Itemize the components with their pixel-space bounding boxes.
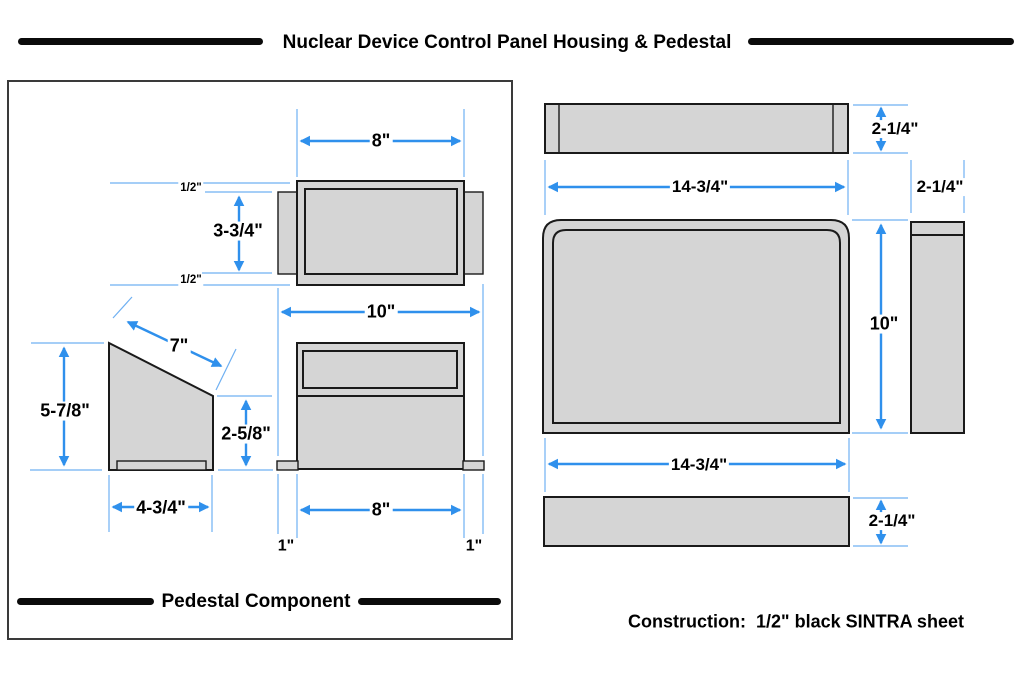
page-title: Nuclear Device Control Panel Housing & Pedestal	[282, 32, 732, 54]
caption-right-bar	[358, 598, 501, 605]
dim-label-housing-side-width: 2-1/4"	[916, 177, 964, 197]
dim-label-top-view-width: 8"	[371, 130, 391, 151]
dim-label-flange-bottom-offset: 1/2"	[180, 273, 202, 286]
dim-label-side-back-height: 5-7/8"	[40, 400, 90, 421]
dim-label-front-foot-right: 1"	[465, 537, 483, 555]
dim-label-housing-bottom-width: 14-3/4"	[670, 455, 728, 475]
dim-label-housing-top-width: 14-3/4"	[671, 177, 729, 197]
dim-label-housing-top-height: 2-1/4"	[871, 119, 919, 139]
dim-label-housing-face-height: 10"	[869, 313, 899, 334]
dim-label-front-body-width: 8"	[371, 499, 391, 520]
dim-label-front-foot-left: 1"	[277, 537, 295, 555]
housing-face-panel	[543, 220, 908, 433]
housing-side-piece	[911, 222, 964, 433]
dim-label-flange-top-offset: 1/2"	[180, 181, 202, 194]
caption-left-bar	[17, 598, 154, 605]
pedestal-caption: Pedestal Component	[161, 591, 351, 613]
dim-label-side-slope-length: 7"	[169, 335, 189, 356]
dim-label-housing-bottom-height: 2-1/4"	[868, 511, 916, 531]
dim-label-flange-height: 3-3/4"	[213, 220, 263, 241]
dim-label-side-depth: 4-3/4"	[136, 497, 186, 518]
dim-label-front-overall-width: 10"	[366, 301, 396, 322]
pedestal-top-view	[110, 109, 483, 285]
construction-note: Construction: 1/2" black SINTRA sheet	[628, 611, 964, 632]
dim-label-side-front-height: 2-5/8"	[221, 423, 271, 444]
